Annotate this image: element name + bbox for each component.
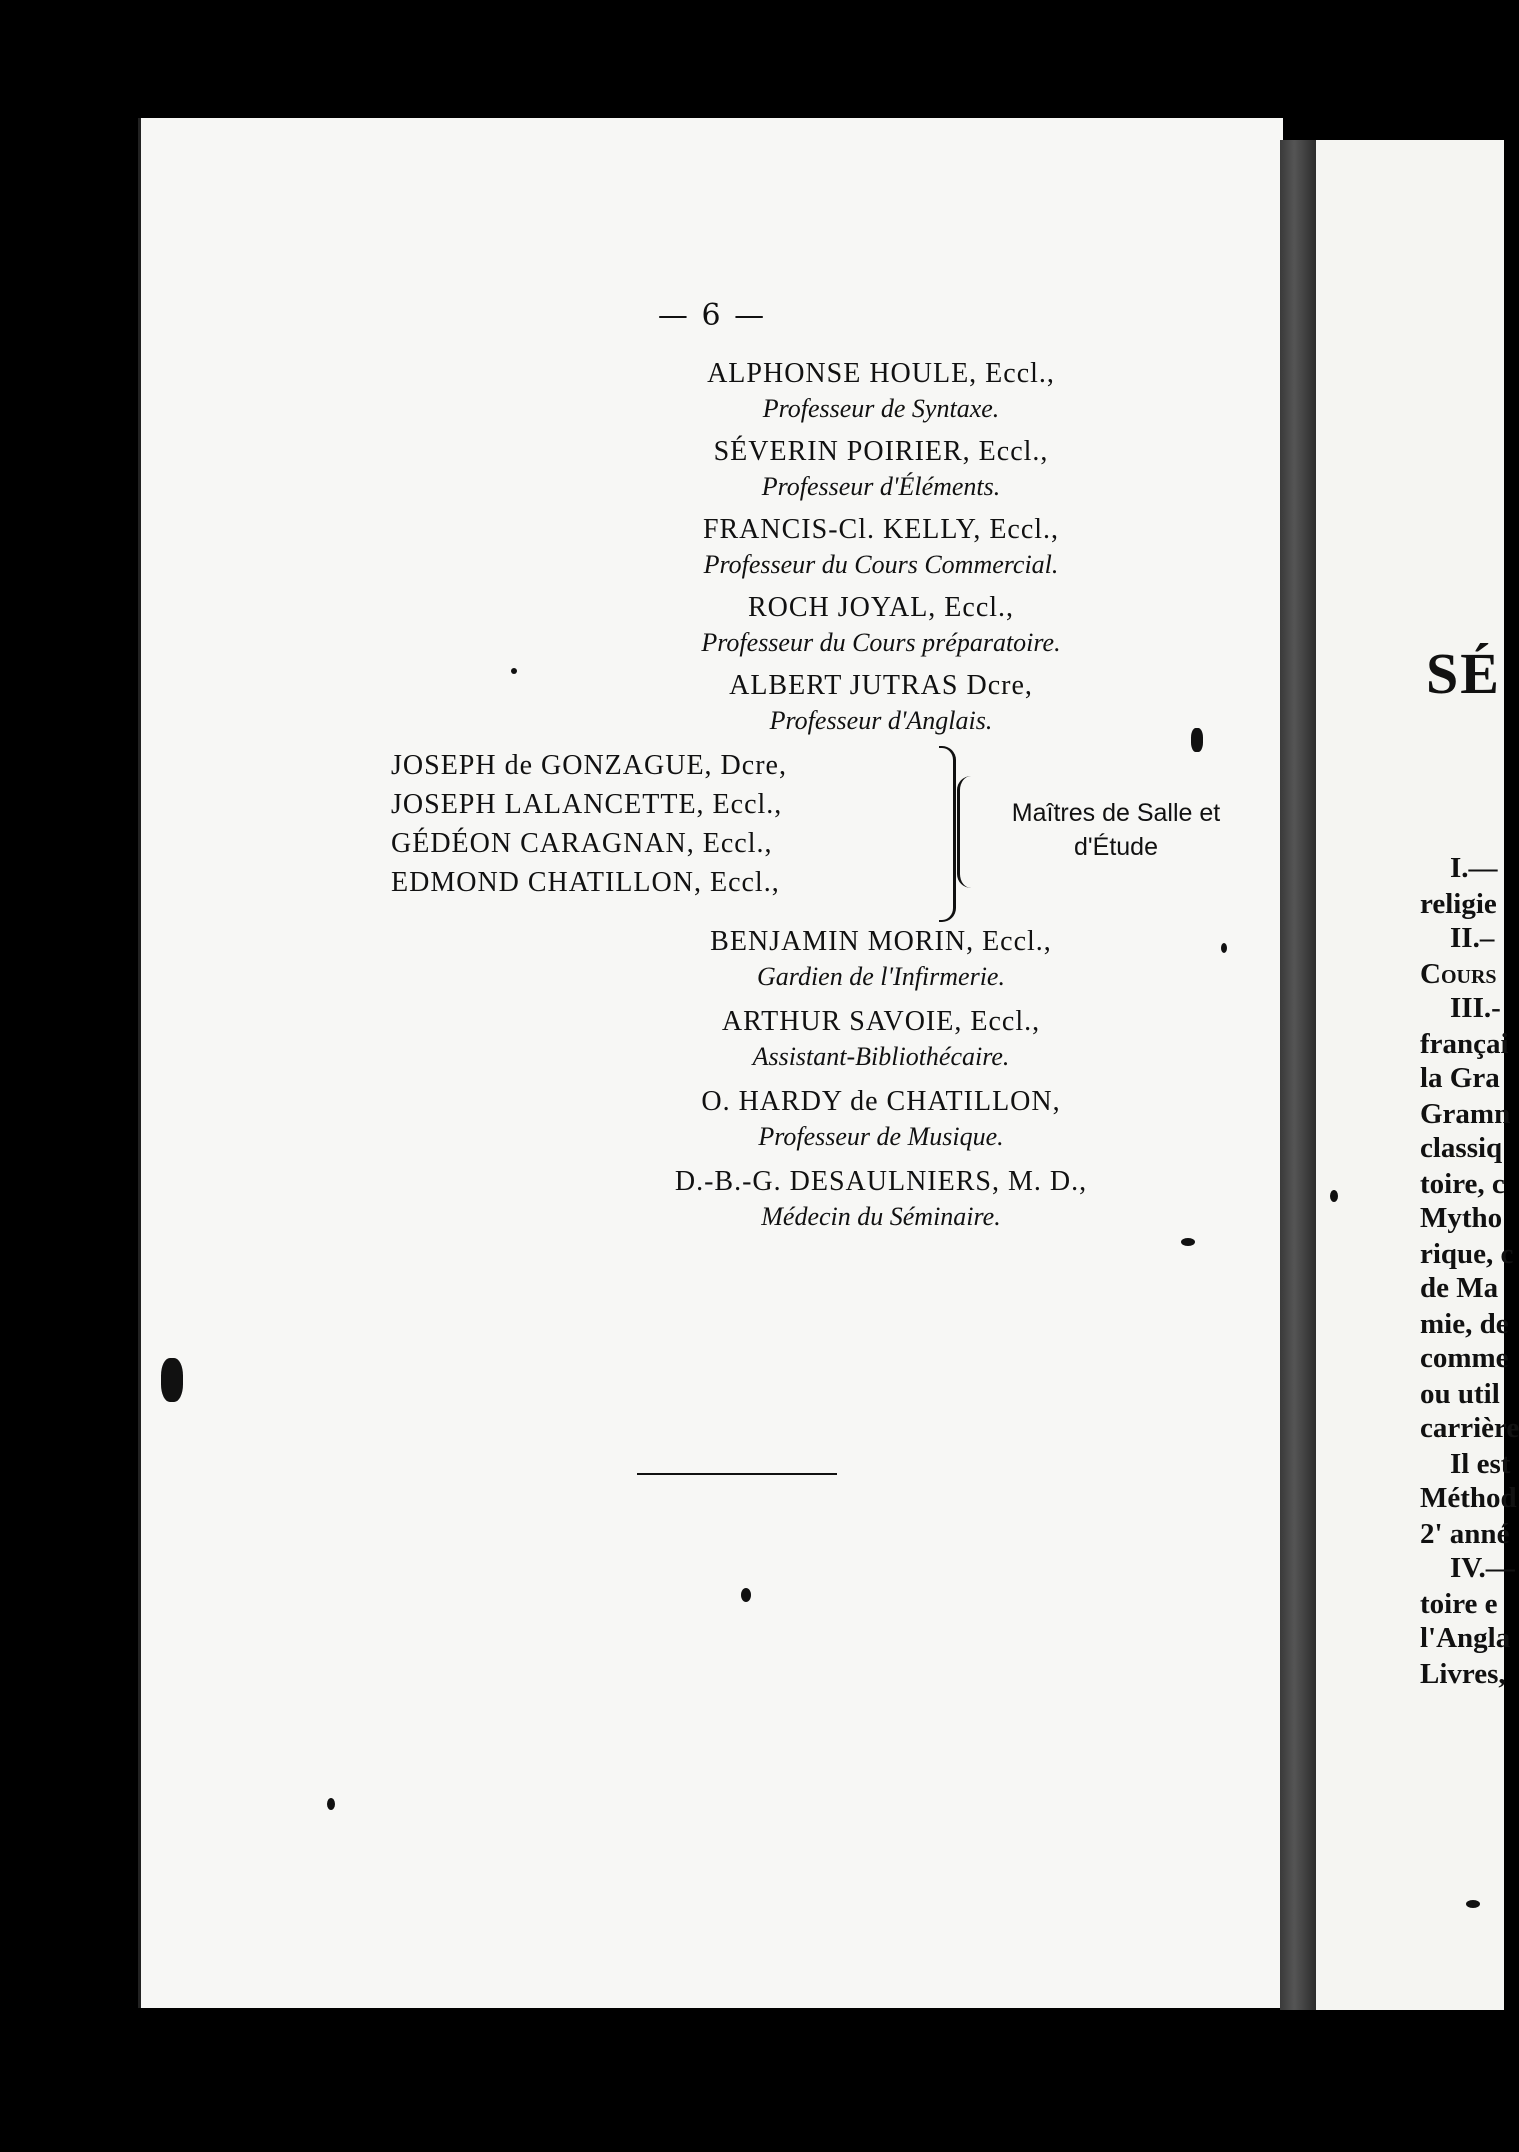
ink-speck: [1181, 1238, 1195, 1246]
right-page-line: toire, c: [1420, 1168, 1505, 1200]
staff-role: Professeur d'Anglais.: [769, 706, 993, 735]
right-page-line: I.—: [1450, 852, 1498, 884]
staff-entry: [561, 924, 1201, 994]
right-page-line: carrière: [1420, 1412, 1519, 1444]
staff-entry: [561, 356, 1201, 426]
right-page-line: rique, c: [1420, 1238, 1514, 1270]
study-master-name: JOSEPH LALANCETTE, Eccl.,: [391, 789, 783, 820]
staff-role: Professeur de Musique.: [758, 1122, 1004, 1151]
staff-name: O. HARDY de CHATILLON,: [701, 1086, 1061, 1117]
end-rule: [637, 1473, 837, 1475]
right-page-line: mie, de: [1420, 1308, 1509, 1340]
right-page-line: II.–: [1450, 922, 1495, 954]
ink-speck: [1191, 728, 1203, 752]
right-page-line: IV.—: [1450, 1552, 1515, 1584]
staff-name: ALPHONSE HOULE, Eccl.,: [707, 358, 1055, 389]
right-page-line: Il est: [1450, 1448, 1511, 1480]
right-page-line: la Gra: [1420, 1062, 1500, 1094]
right-page-line: Gramn: [1420, 1098, 1511, 1130]
staff-role: Assistant-Bibliothécaire.: [752, 1042, 1010, 1071]
right-page: [1316, 140, 1519, 2010]
staff-name: ALBERT JUTRAS Dcre,: [729, 670, 1033, 701]
staff-entry: [561, 434, 1201, 504]
right-page-line: Livres,: [1420, 1658, 1506, 1690]
right-page-line: Mytho: [1420, 1202, 1503, 1234]
right-page-line: classiq: [1420, 1132, 1503, 1164]
right-page-line: 2' anné: [1420, 1518, 1510, 1550]
ink-speck: [327, 1798, 335, 1810]
right-page-line: religie: [1420, 888, 1497, 920]
staff-entry: [561, 1084, 1201, 1154]
staff-role: Médecin du Séminaire.: [761, 1202, 1001, 1231]
page-gutter: [1280, 140, 1316, 2010]
staff-role: Professeur d'Éléments.: [761, 472, 1001, 501]
staff-entry: [561, 590, 1201, 660]
staff-entry: [561, 1004, 1201, 1074]
study-masters-names: [391, 746, 787, 902]
staff-entry: [561, 512, 1201, 582]
left-page: [138, 118, 1283, 2008]
right-page-line: comme: [1420, 1342, 1509, 1374]
staff-role: Gardien de l'Infirmerie.: [757, 962, 1005, 991]
staff-name: FRANCIS-Cl. KELLY, Eccl.,: [702, 514, 1060, 545]
staff-name: D.-B.-G. DESAULNIERS, M. D.,: [674, 1166, 1088, 1197]
brace: [939, 746, 956, 922]
right-page-line: ou util: [1420, 1378, 1500, 1410]
caption-line: Maîtres de Salle et: [1011, 799, 1221, 827]
study-master-name: GÉDÉON CARAGNAN, Eccl.,: [391, 828, 773, 859]
staff-role: Professeur du Cours préparatoire.: [701, 628, 1061, 657]
staff-name: ARTHUR SAVOIE, Eccl.,: [721, 1006, 1041, 1037]
right-page-line: III.-: [1450, 992, 1501, 1024]
right-page-line: de Ma: [1420, 1272, 1499, 1304]
right-page-line: Cours: [1420, 958, 1497, 990]
ink-blot: [161, 1358, 183, 1402]
study-masters-caption: [991, 796, 1241, 864]
right-page-heading: SÉ: [1426, 641, 1501, 706]
staff-name: BENJAMIN MORIN, Eccl.,: [710, 926, 1052, 957]
staff-role: Professeur de Syntaxe.: [762, 394, 1000, 423]
right-page-line: françai: [1420, 1028, 1509, 1060]
brace: [957, 776, 974, 888]
study-masters-group: [391, 746, 1251, 931]
ink-speck: [1221, 943, 1227, 953]
right-page-line: l'Angla: [1420, 1622, 1511, 1654]
right-page-line: toire e: [1420, 1588, 1498, 1620]
staff-entry: [561, 1164, 1201, 1234]
right-page-line: Méthod: [1420, 1482, 1517, 1514]
staff-name: SÉVERIN POIRIER, Eccl.,: [713, 436, 1049, 467]
staff-role: Professeur du Cours Commercial.: [703, 550, 1059, 579]
ink-speck: [1330, 1190, 1338, 1202]
ink-speck: [511, 668, 517, 674]
caption-line: d'Étude: [1073, 833, 1158, 861]
staff-name: ROCH JOYAL, Eccl.,: [747, 592, 1015, 623]
page-number: — 6 —: [657, 298, 767, 333]
ink-speck: [741, 1588, 751, 1602]
study-master-name: JOSEPH de GONZAGUE, Dcre,: [391, 750, 787, 781]
ink-speck: [1466, 1900, 1480, 1908]
study-master-name: EDMOND CHATILLON, Eccl.,: [391, 867, 780, 898]
staff-entry: [561, 668, 1201, 738]
